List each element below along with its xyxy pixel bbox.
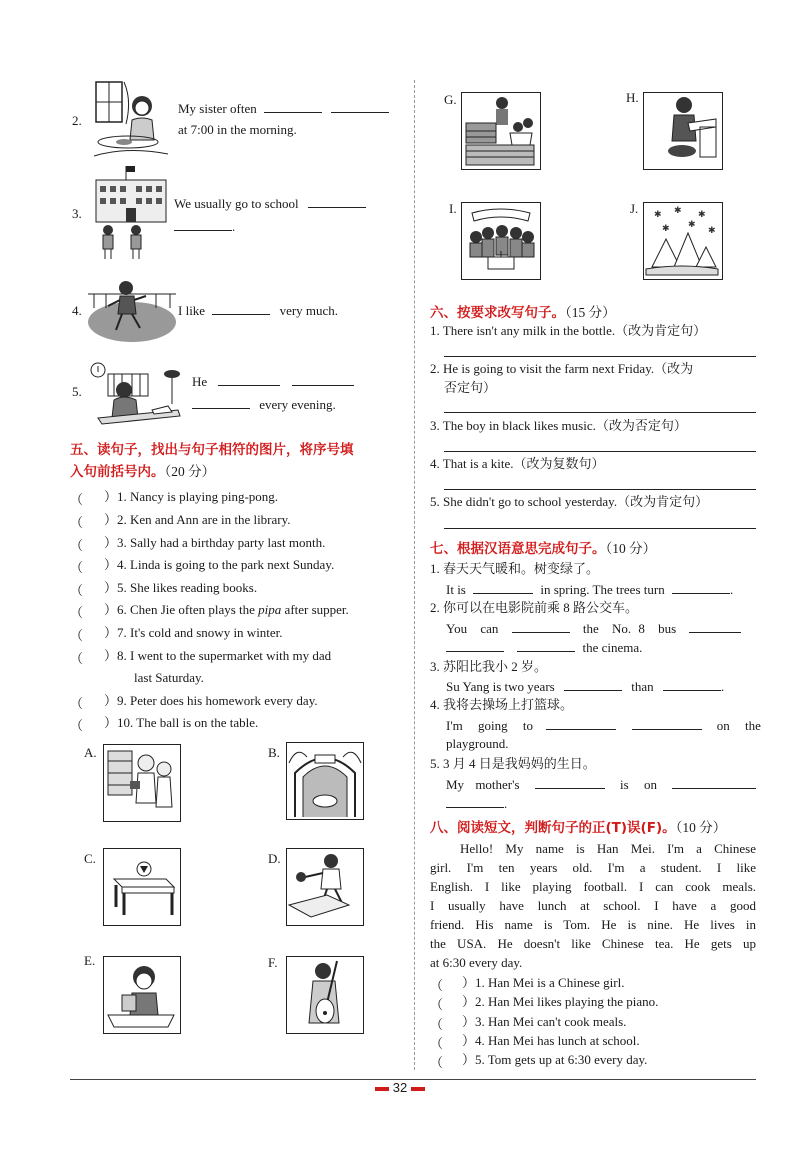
sentence-text: My sister often (178, 100, 389, 117)
passage-line: I usually have lunch at school. I have a good (430, 898, 756, 913)
answer-line[interactable] (444, 528, 756, 529)
passage-line: the USA. He doesn't like Chinese tea. He gets up (430, 936, 756, 951)
section7-title: 七、根据汉语意思完成句子。（10 分） (430, 541, 657, 557)
illustration-girl-ping-pong (287, 849, 362, 924)
section7-q1-chinese: 1. 春天天气暖和。树变绿了。 (430, 561, 600, 576)
picture-label-c: C. (84, 851, 96, 866)
matching-sentence: ）3. Sally had a birthday party last month. (104, 535, 326, 550)
true-false-statement: ）5. Tom gets up at 6:30 every day. (462, 1052, 648, 1067)
matching-sentence: ）2. Ken and Ann are in the library. (104, 512, 291, 527)
answer-blank[interactable] (446, 639, 504, 652)
sentence-text: I like very much. (178, 303, 339, 318)
answer-paren[interactable]: （ (70, 492, 84, 507)
picture-label-g: G. (444, 92, 457, 107)
true-false-statement: ）4. Han Mei has lunch at school. (462, 1033, 640, 1048)
answer-paren[interactable]: （ (70, 651, 84, 666)
answer-blank[interactable] (218, 373, 280, 386)
section5-title: 五、读句子，找出与句子相符的图片，将序号填 (70, 442, 354, 458)
section7-q2-chinese: 2. 你可以在电影院前乘 8 路公交车。 (430, 600, 639, 615)
illustration-birthday-party (462, 203, 539, 278)
true-false-paren[interactable]: （ (430, 1017, 444, 1032)
matching-sentence: ）5. She likes reading books. (104, 580, 258, 595)
picture-c-ball-table[interactable] (103, 848, 181, 926)
answer-blank[interactable] (264, 100, 322, 113)
illustration-girl-skating (86, 276, 178, 346)
svg-text:✱: ✱ (674, 206, 682, 216)
answer-paren[interactable]: （ (70, 718, 84, 733)
svg-text:✱: ✱ (688, 220, 696, 230)
sentence-text: . (174, 218, 235, 235)
true-false-paren[interactable]: （ (430, 997, 444, 1012)
svg-text:✱: ✱ (698, 210, 706, 220)
true-false-statement: ）2. Han Mei likes playing the piano. (462, 994, 659, 1009)
picture-i-birthday-party[interactable] (461, 202, 541, 280)
picture-label-a: A. (84, 745, 97, 760)
answer-blank[interactable] (512, 620, 570, 633)
reading-passage (430, 839, 756, 972)
section7-q5: My mother's is on (446, 776, 756, 793)
answer-line[interactable] (444, 451, 756, 452)
picture-label-e: E. (84, 953, 96, 968)
svg-text:✱: ✱ (662, 224, 670, 234)
picture-h-homework[interactable] (643, 92, 723, 170)
passage-line: English. I like playing football. I can cook meals. (430, 879, 756, 894)
picture-label-j: J. (630, 201, 639, 216)
section7-q5-chinese: 5. 3 月 4 日是我妈妈的生日。 (430, 756, 596, 771)
matching-sentence: ）6. Chen Jie often plays the pipa after supper. (104, 602, 349, 617)
section7-q3-chinese: 3. 苏阳比我小 2 岁。 (430, 659, 548, 674)
section6-q3: 3. The boy in black likes music.（改为否定句） (430, 418, 687, 433)
answer-line[interactable] (444, 489, 756, 490)
answer-blank[interactable] (517, 639, 575, 652)
item-number: 2. (72, 113, 82, 128)
illustration-school-building (92, 166, 170, 262)
section6-title: 六、按要求改写句子。（15 分） (430, 305, 616, 321)
matching-sentence: last Saturday. (134, 670, 204, 685)
answer-blank[interactable] (212, 302, 270, 315)
true-false-paren[interactable]: （ (430, 1055, 444, 1070)
section6-q2-cont: 否定句） (444, 380, 497, 395)
answer-paren[interactable]: （ (70, 628, 84, 643)
matching-sentence: ）8. I went to the supermarket with my dad (104, 648, 332, 663)
answer-blank[interactable] (292, 373, 354, 386)
answer-blank[interactable] (446, 795, 504, 808)
illustration-girl-pipa (287, 957, 362, 1032)
illustration-girl-breakfast (88, 80, 170, 158)
item-number: 4. (72, 303, 82, 318)
true-false-statement: ）3. Han Mei can't cook meals. (462, 1014, 627, 1029)
matching-sentence: ）10. The ball is on the table. (104, 715, 259, 730)
column-divider (414, 80, 415, 1070)
answer-blank[interactable] (672, 581, 730, 594)
svg-text:✱: ✱ (708, 226, 716, 236)
picture-label-b: B. (268, 745, 280, 760)
section7-q4-chinese: 4. 我将去操场上打篮球。 (430, 697, 574, 712)
item-number: 3. (72, 206, 82, 221)
section6-q2: 2. He is going to visit the farm next Friday.（改为 (430, 361, 694, 376)
item-number: 5. (72, 384, 82, 399)
picture-a-reading[interactable] (103, 744, 181, 822)
section7-q5-cont: . (446, 795, 507, 812)
section7-q1: It is in spring. The trees turn . (446, 582, 734, 597)
section7-q4-cont: playground. (446, 736, 509, 751)
illustration-snowy-winter (644, 203, 721, 278)
picture-g-supermarket[interactable] (461, 92, 541, 170)
true-false-paren[interactable]: （ (430, 1036, 444, 1051)
section7-q4: I'm going to on the (446, 718, 761, 733)
sentence-text: at 7:00 in the morning. (178, 122, 297, 137)
answer-line[interactable] (444, 356, 756, 357)
illustration-supermarket (462, 93, 539, 168)
illustration-girl-reading (104, 957, 179, 1032)
section6-q1: 1. There isn't any milk in the bottle.（改为肯定句） (430, 323, 707, 338)
passage-line: Hello! My name is Han Mei. I'm a Chinese (460, 841, 756, 856)
passage-line: girl. I'm ten years old. I'm a student. I like (430, 860, 756, 875)
page-number: 32 (0, 1080, 800, 1095)
answer-blank[interactable] (672, 776, 756, 789)
answer-paren[interactable]: （ (70, 515, 84, 530)
illustration-boy-desk (644, 93, 721, 168)
passage-line: at 6:30 every day. (430, 955, 523, 970)
illustration-boy-homework (88, 360, 184, 430)
section6-q4: 4. That is a kite.（改为复数句） (430, 456, 605, 471)
picture-b-park[interactable] (286, 742, 364, 820)
answer-line[interactable] (444, 412, 756, 413)
answer-paren[interactable]: （ (70, 560, 84, 575)
matching-sentence: ）1. Nancy is playing ping-pong. (104, 489, 279, 504)
answer-blank[interactable] (564, 678, 622, 691)
true-false-paren[interactable]: （ (430, 978, 444, 993)
answer-paren[interactable]: （ (70, 538, 84, 553)
sentence-text: He (192, 373, 354, 390)
matching-sentence: ）9. Peter does his homework every day. (104, 693, 318, 708)
answer-paren[interactable]: （ (70, 696, 84, 711)
matching-sentence: ）7. It's cold and snowy in winter. (104, 625, 283, 640)
answer-blank[interactable] (689, 620, 741, 633)
answer-blank[interactable] (535, 776, 605, 789)
answer-blank[interactable] (473, 581, 533, 594)
picture-f-pipa[interactable] (286, 956, 364, 1034)
answer-blank[interactable] (546, 717, 616, 730)
picture-label-i: I. (449, 201, 457, 216)
answer-blank[interactable] (331, 100, 389, 113)
section7-q2-cont: the cinema. (446, 639, 642, 656)
section7-q3: Su Yang is two years than . (446, 679, 725, 694)
answer-blank[interactable] (174, 218, 232, 231)
answer-blank[interactable] (663, 678, 721, 691)
answer-paren[interactable]: （ (70, 583, 84, 598)
illustration-park-gate (287, 743, 362, 818)
answer-paren[interactable]: （ (70, 605, 84, 620)
matching-sentence: ）4. Linda is going to the park next Sunday. (104, 557, 335, 572)
svg-text:✱: ✱ (654, 210, 662, 220)
picture-d-ping-pong[interactable] (286, 848, 364, 926)
answer-blank[interactable] (632, 717, 702, 730)
picture-label-h: H. (626, 90, 639, 105)
section7-q2: You can the No. 8 bus (446, 620, 741, 637)
answer-blank[interactable] (192, 396, 250, 409)
pipa-word: pipa (258, 602, 282, 617)
illustration-children-library (104, 745, 179, 820)
sentence-text: We usually go to school (174, 195, 366, 212)
illustration-ball-on-table (104, 849, 179, 924)
page-number-dash (375, 1087, 389, 1091)
picture-j-winter[interactable] (643, 202, 723, 280)
section6-q5: 5. She didn't go to school yesterday.（改为肯定句） (430, 494, 709, 509)
picture-e-homework[interactable] (103, 956, 181, 1034)
picture-label-d: D. (268, 851, 281, 866)
passage-line: friend. His name is Tom. He is nine. He lives in (430, 917, 756, 932)
section8-title: 八、阅读短文，判断句子的正(T)误(F)。（10 分） (430, 820, 727, 836)
section5-title-cont: 入句前括号内。（20 分） (70, 464, 216, 480)
answer-blank[interactable] (308, 195, 366, 208)
sentence-text: every evening. (192, 396, 336, 413)
page-number-dash (411, 1087, 425, 1091)
true-false-statement: ）1. Han Mei is a Chinese girl. (462, 975, 625, 990)
picture-label-f: F. (268, 955, 278, 970)
